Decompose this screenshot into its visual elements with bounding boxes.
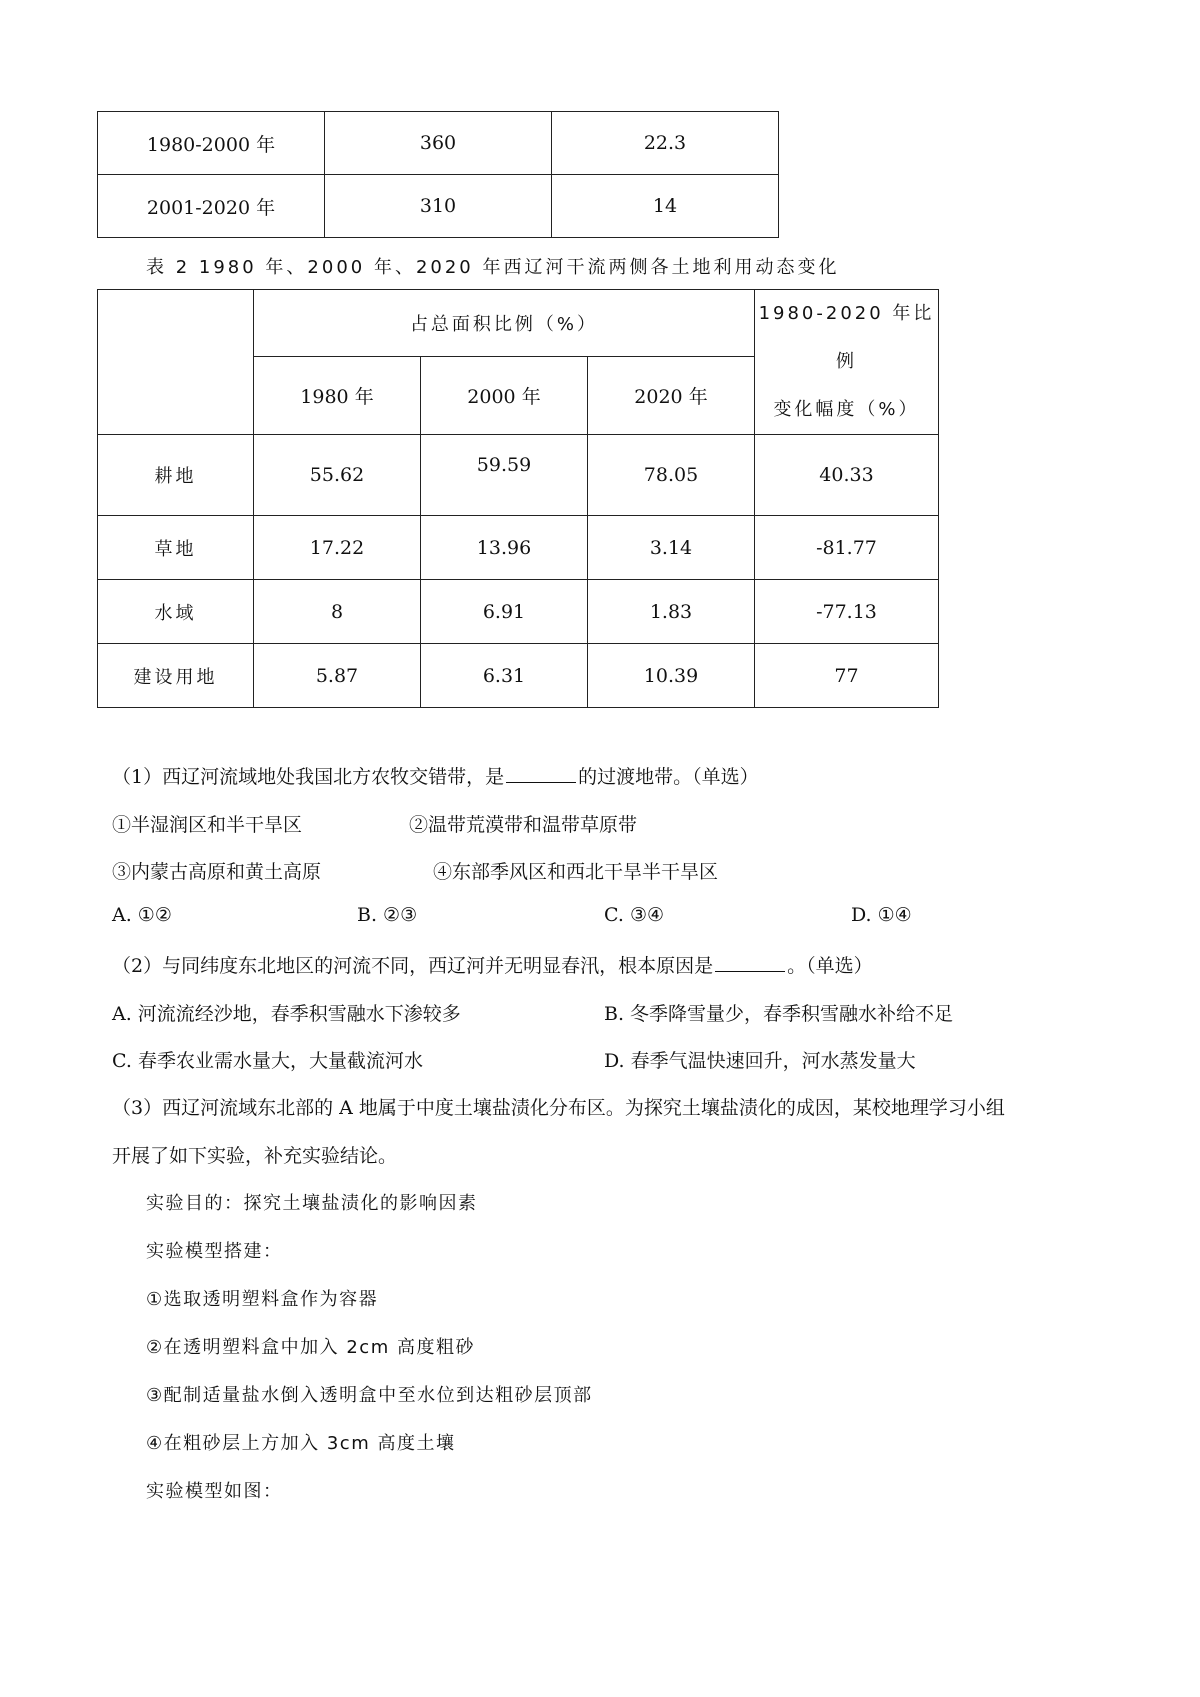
header-area-ratio: 占总面积比例（%） [254, 290, 755, 357]
land-type-label: 耕地 [98, 435, 254, 516]
table-row [98, 435, 939, 516]
q2-option-c: C. 春季农业需水量大，大量截流河水 [112, 1050, 423, 1072]
table-cell: 310 [325, 175, 552, 238]
table-cell: 6.31 [421, 644, 588, 708]
table-1-continued [97, 111, 779, 238]
q1-item-2: ②温带荒漠带和温带草原带 [409, 814, 638, 836]
experiment-purpose: 实验目的：探究土壤盐渍化的影响因素 [146, 1193, 478, 1214]
table-cell: 5.87 [254, 644, 421, 708]
table-row [98, 175, 779, 238]
table-2-caption: 表 2 1980 年、2000 年、2020 年西辽河干流两侧各土地利用动态变化 [146, 257, 840, 278]
table-cell [421, 435, 588, 516]
table-2-land-use [97, 289, 939, 708]
table-cell: 1.83 [588, 580, 755, 644]
table-cell: 10.39 [588, 644, 755, 708]
table-cell: 77 [755, 644, 939, 708]
table-header-row [98, 290, 939, 357]
q2-option-d: D. 春季气温快速回升，河水蒸发量大 [604, 1050, 916, 1072]
question-3-stem-line2: 开展了如下实验，补充实验结论。 [112, 1145, 398, 1167]
q1-option-c: C. ③④ [604, 904, 665, 926]
experiment-step-4: ④在粗砂层上方加入 3cm 高度土壤 [146, 1433, 456, 1454]
table-cell-value [477, 454, 531, 476]
answer-blank [715, 971, 785, 972]
table-cell: 40.33 [755, 435, 939, 516]
table-cell-text: 59.59 [476, 454, 532, 476]
land-type-label: 水域 [98, 580, 254, 644]
question-3-stem-line1: （3）西辽河流域东北部的 A 地属于中度土壤盐渍化分布区。为探究土壤盐渍化的成因，某校地理学习小组 [112, 1097, 1005, 1119]
q2-option-a: A. 河流流经沙地，春季积雪融水下渗较多 [112, 1003, 461, 1025]
table-cell: 17.22 [254, 516, 421, 580]
question-2-stem [112, 951, 873, 978]
experiment-build-title: 实验模型搭建： [146, 1241, 283, 1262]
q1-item-3: ③内蒙古高原和黄土高原 [112, 861, 322, 883]
table-cell: 55.62 [254, 435, 421, 516]
question-1-stem [112, 762, 759, 789]
answer-blank [506, 782, 576, 783]
table-cell: 3.14 [588, 516, 755, 580]
question-2-stem-b: 。（单选） [787, 955, 873, 977]
table-row [98, 580, 939, 644]
land-type-label: 建设用地 [98, 644, 254, 708]
table-cell: -81.77 [755, 516, 939, 580]
header-change [755, 290, 939, 435]
q1-option-a: A. ①② [112, 904, 172, 926]
table-row [98, 516, 939, 580]
experiment-step-1: ①选取透明塑料盒作为容器 [146, 1289, 379, 1310]
table-corner-cell [98, 290, 254, 435]
q1-option-b: B. ②③ [357, 904, 418, 926]
table-cell: 2001-2020 年 [98, 175, 325, 238]
land-type-label: 草地 [98, 516, 254, 580]
table-cell: 6.91 [421, 580, 588, 644]
table-cell: -77.13 [755, 580, 939, 644]
table-cell: 8 [254, 580, 421, 644]
table-row [98, 112, 779, 175]
table-cell: 22.3 [552, 112, 779, 175]
table-cell: 78.05 [588, 435, 755, 516]
header-year-1980: 1980 年 [254, 357, 421, 435]
q1-item-1: ①半湿润区和半干旱区 [112, 814, 303, 836]
question-1-stem-b: 的过渡地带。（单选） [578, 766, 759, 788]
question-2-stem-a: （2）与同纬度东北地区的河流不同，西辽河并无明显春汛，根本原因是 [112, 955, 714, 977]
q1-option-d: D. ①④ [851, 904, 912, 926]
table-row [98, 644, 939, 708]
table-cell: 13.96 [421, 516, 588, 580]
question-1-stem-a: （1）西辽河流域地处我国北方农牧交错带，是 [112, 766, 505, 788]
q1-item-4: ④东部季风区和西北干旱半干旱区 [433, 861, 719, 883]
experiment-step-3: ③配制适量盐水倒入透明盒中至水位到达粗砂层顶部 [146, 1385, 593, 1406]
q2-option-b: B. 冬季降雪量少，春季积雪融水补给不足 [604, 1003, 954, 1025]
table-cell: 14 [552, 175, 779, 238]
table-cell: 1980-2000 年 [98, 112, 325, 175]
header-change-line1: 1980-2020 年比例 [758, 303, 935, 372]
header-year-2020: 2020 年 [588, 357, 755, 435]
header-year-2000: 2000 年 [421, 357, 588, 435]
header-change-line2: 变化幅度（%） [773, 399, 920, 420]
experiment-model-caption: 实验模型如图： [146, 1481, 283, 1502]
experiment-step-2: ②在透明塑料盒中加入 2cm 高度粗砂 [146, 1337, 475, 1358]
table-cell: 360 [325, 112, 552, 175]
